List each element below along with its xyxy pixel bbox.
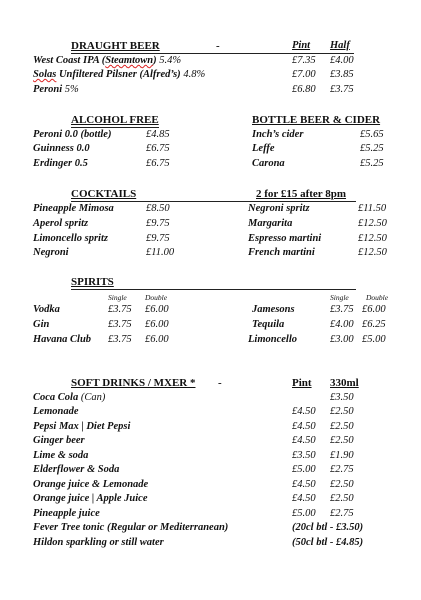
draught-half-price: £3.75 <box>330 84 354 95</box>
draught-half-price: £4.00 <box>330 55 354 66</box>
spirits-heading: SPIRITS <box>71 276 114 288</box>
alcohol-free-item-name: Erdinger 0.5 <box>33 158 88 169</box>
draught-pint-price: £7.35 <box>292 55 316 66</box>
spirit-double-price: £6.25 <box>362 319 386 330</box>
mixer-extra-name: Hildon sparkling or still water <box>33 537 164 548</box>
spirit-double-price: £5.00 <box>362 334 386 345</box>
soft-drink-330ml-price: £2.50 <box>330 435 354 446</box>
cocktail-item-name: Pineapple Mimosa <box>33 203 114 214</box>
alcohol-free-item-name: Peroni 0.0 (bottle) <box>33 129 112 140</box>
soft-drink-330ml-price: £2.50 <box>330 493 354 504</box>
draught-beer-heading: DRAUGHT BEER <box>71 40 160 52</box>
draught-pint-price: £6.80 <box>292 84 316 95</box>
spirit-single-price: £3.75 <box>330 304 354 315</box>
soft-drink-pint-price: £4.50 <box>292 421 316 432</box>
mixer-extra-price: (50cl btl - £4.85) <box>292 537 364 548</box>
cocktail-price: £12.50 <box>358 247 387 258</box>
soft-drink-pint-price: £4.50 <box>292 493 316 504</box>
spirit-single-price: £4.00 <box>330 319 354 330</box>
spirit-item-name: Tequila <box>252 319 285 330</box>
cocktail-item-name: Negroni <box>33 247 69 258</box>
bottle-price: £5.65 <box>360 129 384 140</box>
cocktail-price: £12.50 <box>358 233 387 244</box>
soft-drinks-heading: SOFT DRINKS / MXER * <box>71 377 196 389</box>
cocktail-item-name: French martini <box>248 247 315 258</box>
soft-drink-item-name: Orange juice & Lemonade <box>33 479 149 490</box>
soft-drink-pint-price: £5.00 <box>292 508 316 519</box>
draught-pint-price: £7.00 <box>292 69 316 80</box>
pint-column-header: Pint <box>292 377 312 389</box>
cocktail-price: £11.00 <box>146 247 175 258</box>
spirit-item-name: Havana Club <box>33 334 92 345</box>
spirits-divider <box>71 289 356 290</box>
spirit-item-name: Limoncello <box>248 334 297 345</box>
spirit-double-price: £6.00 <box>145 304 169 315</box>
alcohol-free-item-name: Guinness 0.0 <box>33 143 90 154</box>
soft-drink-pint-price: £4.50 <box>292 406 316 417</box>
spirit-single-price: £3.75 <box>108 304 132 315</box>
cocktail-price: £11.50 <box>358 203 387 214</box>
double-column-header: Double <box>366 293 389 302</box>
mixer-extra-price: (20cl btl - £3.50) <box>292 522 364 533</box>
soft-drink-item-name: Pepsi Max | Diet Pepsi <box>33 421 131 432</box>
soft-drink-330ml-price: £2.50 <box>330 406 354 417</box>
draught-dash: - <box>216 40 220 52</box>
soft-drink-item-name: Lime & soda <box>33 450 89 461</box>
bottle-item-name: Leffe <box>252 143 275 154</box>
cocktail-item-name: Aperol spritz <box>33 218 89 229</box>
cocktails-offer: 2 for £15 after 8pm <box>256 188 347 200</box>
soft-drink-item-name: Pineapple juice <box>33 508 100 519</box>
cocktail-item-name: Negroni spritz <box>248 203 310 214</box>
soft-drink-item-name: Lemonade <box>33 406 79 417</box>
spirit-double-price: £6.00 <box>145 334 169 345</box>
soft-drink-item-name: Ginger beer <box>33 435 85 446</box>
soft-drink-330ml-price: £2.75 <box>330 508 354 519</box>
spirit-single-price: £3.75 <box>108 319 132 330</box>
spirit-double-price: £6.00 <box>145 319 169 330</box>
spirit-item-name: Jamesons <box>252 304 295 315</box>
soft-drink-item-name: Coca Cola (Can) <box>33 392 106 403</box>
cocktail-item-name: Margarita <box>248 218 293 229</box>
cocktails-heading: COCKTAILS <box>71 188 137 200</box>
bottle-item-name: Inch’s cider <box>252 129 304 140</box>
soft-drinks-dash: - <box>218 377 222 389</box>
draught-half-price: £3.85 <box>330 69 354 80</box>
soft-drink-item-name: Orange juice | Apple Juice <box>33 493 148 504</box>
bottle-price: £5.25 <box>360 158 384 169</box>
soft-drink-330ml-price: £2.75 <box>330 464 354 475</box>
alcohol-free-divider <box>71 127 159 128</box>
soft-drink-pint-price: £4.50 <box>292 479 316 490</box>
spirit-single-price: £3.00 <box>330 334 354 345</box>
cocktail-price: £8.50 <box>146 203 170 214</box>
bottle-price: £5.25 <box>360 143 384 154</box>
bottle-beer-cider-heading: BOTTLE BEER & CIDER <box>252 114 381 126</box>
soft-drink-pint-price: £3.50 <box>292 450 316 461</box>
half-column-header: Half <box>330 40 350 51</box>
spirit-double-price: £6.00 <box>362 304 386 315</box>
single-column-header: Single <box>108 293 127 302</box>
alcohol-free-price: £4.85 <box>146 129 170 140</box>
soft-drink-pint-price: £4.50 <box>292 435 316 446</box>
spirit-single-price: £3.75 <box>108 334 132 345</box>
330ml-column-header: 330ml <box>330 377 359 389</box>
alcohol-free-price: £6.75 <box>146 158 170 169</box>
single-column-header: Single <box>330 293 349 302</box>
draught-item-name: West Coast IPA (Steamtown) 5.4% <box>33 55 182 66</box>
soft-drink-330ml-price: £2.50 <box>330 421 354 432</box>
alcohol-free-price: £6.75 <box>146 143 170 154</box>
pint-column-header: Pint <box>292 40 311 51</box>
double-column-header: Double <box>145 293 168 302</box>
cocktail-price: £12.50 <box>358 218 387 229</box>
draught-item-name: Solas Unfiltered Pilsner (Alfred’s) 4.8% <box>33 69 206 80</box>
soft-drink-330ml-price: £2.50 <box>330 479 354 490</box>
alcohol-free-heading: ALCOHOL FREE <box>71 114 159 126</box>
soft-drink-330ml-price: £1.90 <box>330 450 354 461</box>
mixer-extra-name: Fever Tree tonic (Regular or Mediterranean) <box>33 522 229 533</box>
soft-drink-item-name: Elderflower & Soda <box>33 464 120 475</box>
spirit-item-name: Vodka <box>33 304 60 315</box>
draught-item-name: Peroni 5% <box>33 84 79 95</box>
bottle-item-name: Carona <box>252 158 285 169</box>
soft-drink-330ml-price: £3.50 <box>330 392 354 403</box>
draught-divider <box>71 53 354 54</box>
cocktail-item-name: Limoncello spritz <box>33 233 108 244</box>
cocktail-price: £9.75 <box>146 233 170 244</box>
spirit-item-name: Gin <box>33 319 50 330</box>
cocktail-price: £9.75 <box>146 218 170 229</box>
cocktails-divider <box>71 201 356 202</box>
cocktail-item-name: Espresso martini <box>248 233 322 244</box>
soft-drink-pint-price: £5.00 <box>292 464 316 475</box>
